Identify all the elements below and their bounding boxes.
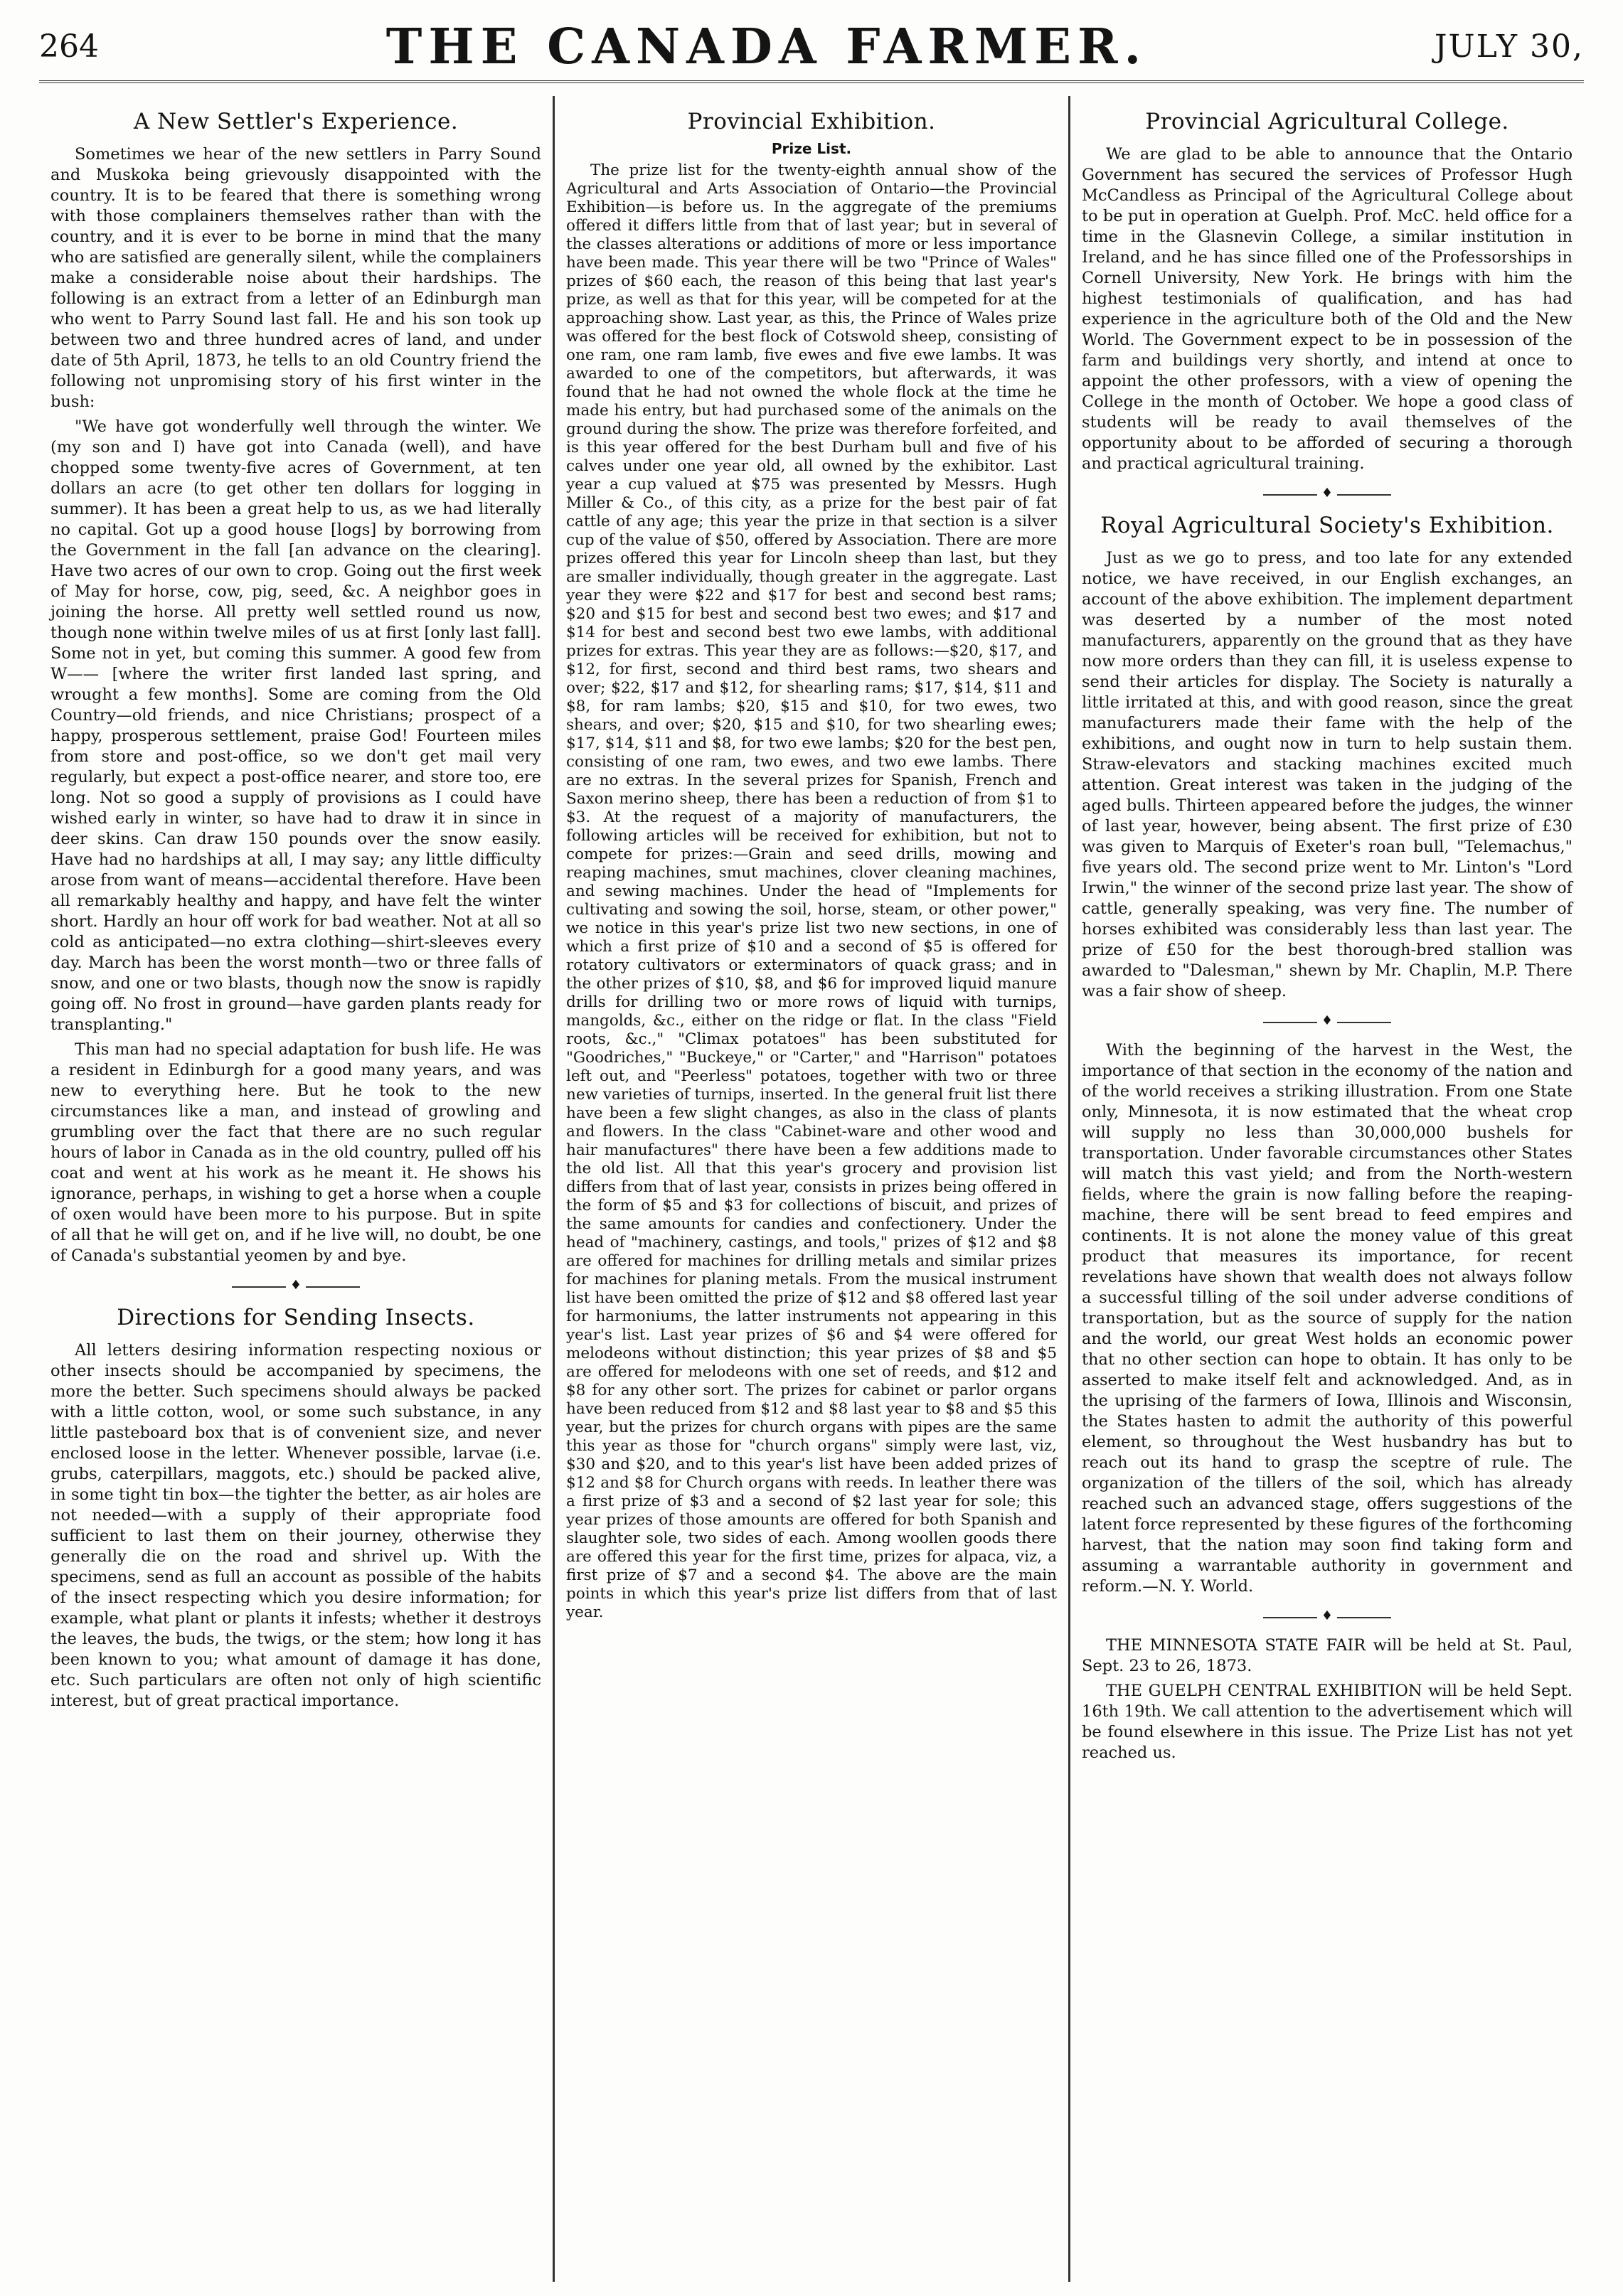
article-heading: Provincial Exhibition. — [687, 109, 936, 134]
section-divider — [1263, 494, 1391, 496]
issue-date: JULY 30, — [1434, 28, 1584, 65]
paragraph: This man had no special adaptation for bush life. He was a resident in Edinburgh for a good many years, and was new to everything here. But he took to the new circumstances like a man, and instead of growling and grumbling over the fact that there are no such regular hours of labor in Canada as in the old country, pulled off his coat and went at his work as he meant it. He shows his ignorance, perhaps, in wishing to get a horse when a couple of oxen would have been more to his purpose. But in spite of all that he will get on, and if he live will, no doubt, be one of Canada's substantial yeomen by and bye. — [50, 1040, 541, 1265]
page-number: 264 — [39, 28, 99, 65]
article-agricultural-college — [1082, 109, 1573, 474]
article-provincial-exhibition — [566, 109, 1057, 1622]
paragraph: The prize list for the twenty-eighth annual show of the Agricultural and Arts Association of Ontario—the Provincial Exhibition—is before us. In the aggregate of the premiums offered it differs little from that of last year; but in several of the classes alterations or additions of more or less importance have been made. This year there will be two "Prince of Wales" prizes of $60 each, the reason of this being that last year's prize, as well as that for this year, will be competed for at the approaching show. Last year, as this, the Prince of Wales prize was offered for the best flock of Cotswold sheep, consisting of one ram, one ram lamb, five ewes and five ewe lambs. It was awarded to one of the competitors, but afterwards, it was found that he had not owned the whole flock at the time he made his entry, but had purchased some of the animals on the ground during the show. The prize was therefore forfeited, and is this year offered for the best Durham bull and five of his calves under one year old, all owned by the exhibitor. Last year a cup valued at $75 was presented by Messrs. Hugh Miller & Co., of this city, as a prize for the best pair of fat cattle of any age; this year the prize in that section is a silver cup of the value of $50, offered by Association. There are more prizes offered this year for Lincoln sheep than last, but they are smaller individually, though greater in the aggregate. Last year they were $22 and $17 for best and second best rams; $20 and $15 for best and second best two ewes; and $17 and $14 for best and second best two ewe lambs, with additional prizes for extras. This year they are as follows:—$20, $17, and $12, for first, second and third best rams, two shears and over; $22, $17 and $12, for shearling rams; $17, $14, $11 and $8, for ram lambs; $20, $15 and $10, for two ewes, two shears, and over; $20, $15 and $10, for two shearling ewes; $17, $14, $11 and $8, for two ewe lambs; $20 for the best pen, consisting of one ram, two ewes, and two ewe lambs. There are no extras. In the several prizes for Spanish, French and Saxon merino sheep, there has been a reduction of from $1 to $3. At the request of a majority of manufacturers, the following articles will be received for exhibition, but not to compete for prizes:—Grain and seed drills, mowing and reaping machines, smut machines, clover cleaning machines, and sewing machines. Under the head of "Implements for cultivating and sowing the soil, horse, steam, or other power," we notice in this year's prize list two new sections, in one of which a first prize of $10 and a second of $5 is offered for rotatory cultivators or exterminators of quack grass; and in the other prizes of $10, $8, and $6 for improved liquid manure drills for drilling two or more rows of liquid with turnips, mangolds, &c., either on the ridge or flat. In the class "Field roots, &c.," "Climax potatoes" has been substituted for "Goodriches," "Buckeye," or "Carter," and "Harrison" potatoes left out, and "Peerless" potatoes, together with two or three new varieties of turnips, inserted. In the general fruit list there have been a few slight changes, as also in the class of plants and flowers. In the class "Cabinet-ware and other wood and hair manufactures" there have been a few additions made to the old list. All that this year's grocery and provision list differs from that of last year, consists in prizes being offered in the form of $5 and $3 for collections of biscuit, and prizes of the same amounts for candies and confectionery. Under the head of "machinery, castings, and tools," prizes of $12 and $8 are offered for machines for drilling metals and similar prizes for machines for planing metals. From the musical instrument list have been omitted the prize of $12 and $8 offered last year for harmoniums, the latter instruments not appearing in this year's list. Last year prizes of $6 and $4 were offered for melodeons without distinction; this year prizes of $8 and $5 are offered for melodeons with one set of reeds, and $12 and $8 for any other sort. The prizes for cabinet or parlor organs have been reduced from $12 and $8 last year to $8 and $5 this year, but the prizes for church organs with pipes are the same this year as those for "church organs" simply were last, viz, $30 and $20, and to this year's list have been added prizes of $12 and $8 for Church organs with reeds. In leather there was a first prize of $3 and a second of $2 last year for sole; this year prizes of those amounts are offered for both Spanish and slaughter sole, two sides of each. Among woollen goods there are offered this year for the first time, prizes for alpaca, viz, a first prize of $7 and a second $4. The above are the main points in which this year's prize list differs from that of last year. — [566, 161, 1057, 1621]
section-divider — [232, 1286, 360, 1288]
notice-minnesota-fair: THE MINNESOTA STATE FAIR will be held at St. Paul, Sept. 23 to 26, 1873. — [1082, 1636, 1573, 1675]
article-western-harvest — [1082, 1040, 1573, 1597]
paragraph: "We have got wonderfully well through the winter. We (my son and I) have got into Canada (well), and have chopped some twenty-five acres of Government, at ten dollars an acre (to get other ten dollars for logging in summer). It has been a great help to us, as we had literally no capital. Got up a good house [logs] by borrowing from the Government in the fall [an advance on the clearing]. Have two acres of our own to crop. Going out the first week of May for horse, cow, pig, seed, &c. A neighbor goes in joining the horse. All pretty well settled round us now, though none within twelve miles of us at first [only last fall]. Some not in yet, but coming this summer. A good few from W—— [where the writer first landed last spring, and wrought a few months]. Some are coming from the Old Country—old friends, and nice Christians; prospect of a happy, prosperous settlement, praise God! Fourteen miles from store and post-office, so we don't get mail very regularly, but expect a post-office nearer, and store too, ere long. Not so good a supply of provisions as I could have wished early in winter, so have had to draw it in since in deer skins. Can draw 150 pounds over the snow easily. Have had no hardships at all, I may say; any little difficulty arose from want of means—accidental therefore. Have been all remarkably healthy and happy, and have felt the winter short. Hardly an hour off work for bad weather. Not at all so cold as anticipated—no extra clothing—shirt-sleeves every day. March has been the worst month—two or three falls of snow, and one or two blasts, though now the snow is rapidly going off. No frost in ground—have garden plants ready for transplanting." — [50, 417, 541, 1034]
column-2 — [553, 96, 1068, 2282]
section-divider — [1263, 1617, 1391, 1618]
article-subheading: Prize List. — [771, 140, 852, 157]
notice-guelph-exhibition: THE GUELPH CENTRAL EXHIBITION will be held Sept. 16th 19th. We call attention to the advertisement which will be found elsewhere in this issue. The Prize List has not yet reached us. — [1082, 1682, 1573, 1762]
article-heading: A New Settler's Experience. — [133, 109, 459, 134]
article-new-settler — [50, 109, 541, 1266]
article-heading: Provincial Agricultural College. — [1145, 109, 1509, 134]
paragraph: With the beginning of the harvest in the West, the importance of that section in the economy of the nation and of the world receives a striking illustration. From one State only, Minnesota, it is now estimated that the wheat crop will supply no less than 30,000,000 bushels for transportation. Under favorable circumstances other States will match this vast yield; and from the North-western fields, where the grain is now falling before the reaping-machine, there will be sent bread to feed empires and continents. It is not alone the money value of this great product that measures its importance, for recent revelations have shown that wealth does not always follow a successful tilling of the soil under adverse conditions of transportation, but as the source of supply for the nation and the world, our great West holds an economic power that no other section can hope to obtain. It has only to be asserted to make itself felt and acknowledged. And, as in the uprising of the farmers of Iowa, Illinois and Wisconsin, the States hasten to admit the authority of this powerful element, so throughout the West husbandry has but to reach out its hand to grasp the sceptre of rule. The organization of the tillers of the soil, which has already reached such an advanced stage, offers suggestions of the latent force represented by these figures of the forthcoming harvest, that the nation may soon find taking form and assuming a warrantable authority in government and reform.—N. Y. World. — [1082, 1041, 1573, 1596]
columns — [39, 96, 1584, 2282]
paragraph: All letters desiring information respecting noxious or other insects should be accompanied by specimens, the more the better. Such specimens should always be packed with a little cotton, wool, or some such substance, in any little pasteboard box that is of convenient size, and never enclosed loose in the letter. Whenever possible, larvae (i.e. grubs, caterpillars, maggots, etc.) should be packed alive, in some tight tin box—the tighter the better, as air holes are not needed—with a supply of their appropriate food sufficient to last them on their journey, otherwise they generally die on the road and shrivel up. With the specimens, send as full an account as possible of the habits of the insect respecting which you desire information; for example, what plant or plants it infests; whether it destroys the leaves, the buds, the twigs, or the stem; how long it has been known to you; what amount of damage it has done, etc. Such particulars are often not only of high scientific interest, but of great practical importance. — [50, 1341, 541, 1710]
column-3 — [1068, 96, 1584, 2282]
masthead — [39, 13, 1584, 83]
column-1 — [39, 96, 553, 2282]
paragraph: Just as we go to press, and too late for any extended notice, we have received, in our English exchanges, an account of the above exhibition. The implement department was deserted by a number of the most noted manufacturers, apparently on the ground that as they have now more orders than they can fill, it is useless expense to send their articles for display. The Society is naturally a little irritated at this, and with good reason, since the great manufacturers made their fame with the help of the exhibitions, and ought now in turn to help sustain them. Straw-elevators and stacking machines excited much attention. Great interest was taken in the judging of the aged bulls. Thirteen appeared before the judges, the winner of last year, however, being absent. The first prize of £30 was given to Marquis of Exeter's roan bull, "Telemachus," five years old. The second prize went to Mr. Linton's "Lord Irwin," the winner of the second prize last year. The show of cattle, generally speaking, was very fine. The number of horses exhibited was considerably less than last year. The prize of £50 for the best thorough-bred stallion was awarded to "Dalesman," shewn by Mr. Chaplin, M.P. There was a fair show of sheep. — [1082, 549, 1573, 1000]
section-divider — [1263, 1022, 1391, 1023]
newspaper-title: THE CANADA FARMER. — [385, 18, 1148, 75]
article-heading: Directions for Sending Insects. — [117, 1305, 475, 1330]
article-royal-society-exhibition — [1082, 513, 1573, 1002]
article-sending-insects — [50, 1305, 541, 1712]
article-heading: Royal Agricultural Society's Exhibition. — [1100, 513, 1554, 538]
paragraph: We are glad to be able to announce that the Ontario Government has secured the services of Professor Hugh McCandless as Principal of the Agricultural College about to be put in operation at Guelph. Prof. McC. held office for a time in the Glasnevin College, a similar institution in Ireland, and he has since filled one of the Professorships in Cornell University, New York. He brings with him the highest testimonials of qualification, and has had experience in the agriculture both of the Old and the New World. The Government expect to be in possession of the farm and buildings very shortly, and intend at once to appoint the other professors, with a view of opening the College in the month of October. We hope a good class of students will be ready to avail themselves of the opportunity about to be afforded of securing a thorough and practical agricultural training. — [1082, 145, 1573, 473]
paragraph: Sometimes we hear of the new settlers in Parry Sound and Muskoka being grievously disappointed with the country. It is to be feared that there is something wrong with those complainers themselves rather than with the country, and it is ever to be borne in mind that the many who are satisfied are generally silent, while the complainers make a considerable noise about their hardships. The following is an extract from a letter of an Edinburgh man who went to Parry Sound last fall. He and his son took up between two and three hundred acres of land, and under date of 5th April, 1873, he tells to an old Country friend the following not unpromising story of his first winter in the bush: — [50, 145, 541, 411]
